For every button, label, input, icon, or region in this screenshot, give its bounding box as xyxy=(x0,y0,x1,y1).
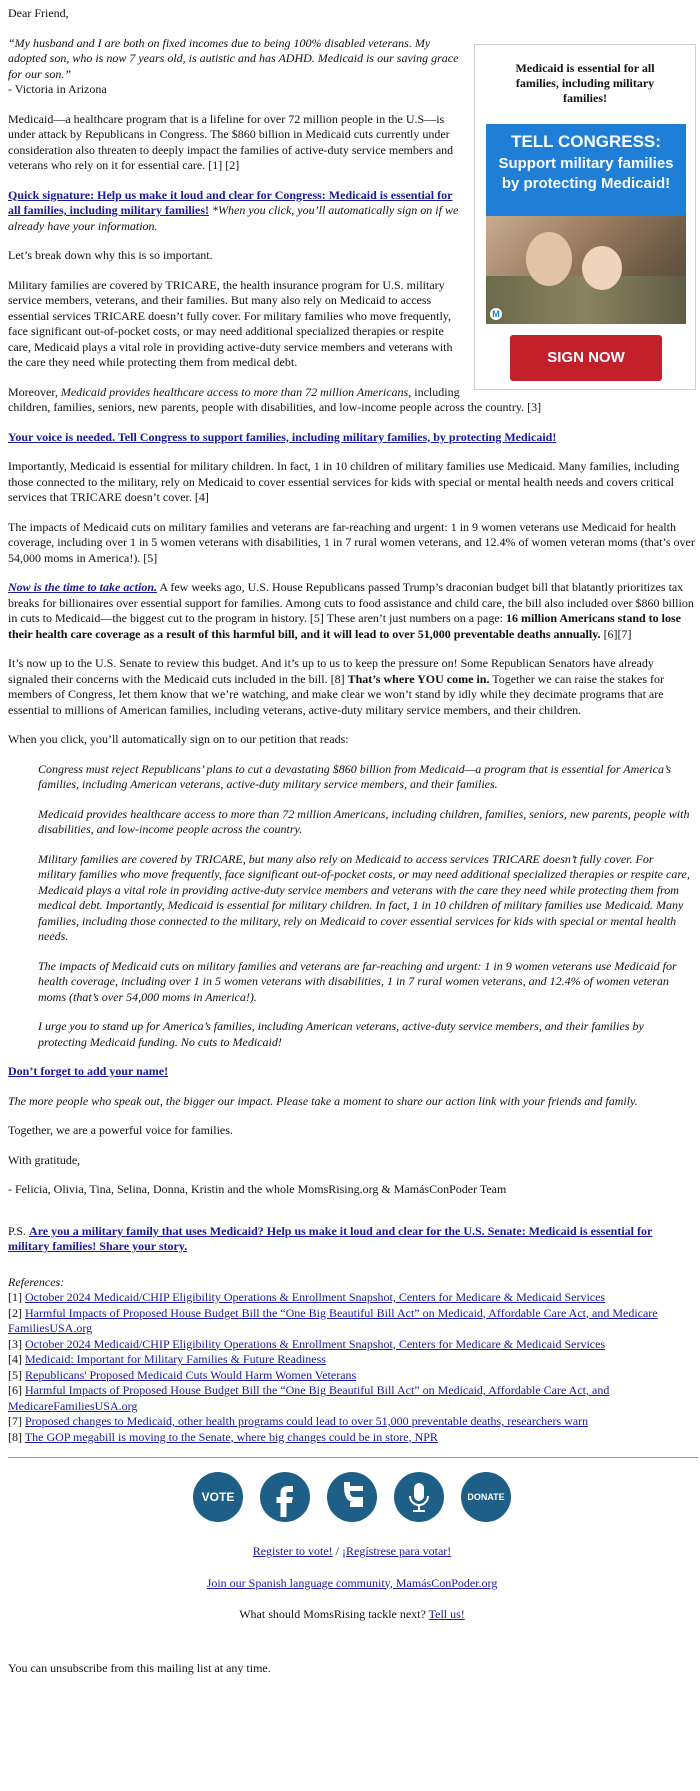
register-to-vote-link[interactable]: Register to vote! xyxy=(252,1544,333,1558)
petition-text xyxy=(38,762,690,1051)
promo-image[interactable] xyxy=(486,124,686,324)
add-name-link[interactable]: Don’t forget to add your name! xyxy=(8,1064,169,1078)
reference-item: [7] Proposed changes to Medicaid, other health programs could lead to over 51,000 preventable deaths, researchers warn xyxy=(8,1414,589,1428)
unsubscribe-text: You can unsubscribe from this mailing list at any time. xyxy=(8,1660,271,1675)
petition-paragraph: Military families are covered by TRICARE, but many also rely on Medicaid to access services TRICARE doesn’t fully cover. For military families who move frequently, face significant out-of-pocket costs, or may need additional specialized therapies or respite care, Medicaid plays a vital role in providing active-duty service members and veterans with the care they need while protecting them from medical debt. Importantly, Medicaid is essential for military children. In fact, 1 in 10 children of military families use Medicaid. Many families, including those connected to the military, rely on Medicaid to cover essential services for kids with special or mental health needs. xyxy=(38,851,690,943)
reference-link[interactable]: October 2024 Medicaid/CHIP Eligibility Operations & Enrollment Snapshot, Centers for Medicare & Medicaid Services xyxy=(25,1336,606,1351)
reference-item: [1] October 2024 Medicaid/CHIP Eligibility Operations & Enrollment Snapshot, Centers for Medicare & Medicaid Services xyxy=(8,1290,606,1304)
social-icons xyxy=(8,1472,696,1530)
quote-author: - Victoria in Arizona xyxy=(8,82,107,96)
gratitude: With gratitude, xyxy=(8,1152,81,1167)
register-spanish-link[interactable]: ¡Regístrese para votar! xyxy=(342,1544,452,1558)
tricare-paragraph: Military families are covered by TRICARE, the health insurance program for U.S. military service members, veterans, and their families. But many also rely on Medicaid to access essential services TRICARE doesn’t fully cover. For military families who move frequently, face significant out-of-pocket costs, or may need additional specialized therapies or respite care, Medicaid plays a vital role in providing active-duty service members and veterans with the care they need while protecting them from medical debt. xyxy=(8,277,453,369)
quick-signature-note: *When you click, you’ll automatically sign on if we already have your information. xyxy=(8,203,459,233)
reference-item: [3] October 2024 Medicaid/CHIP Eligibility Operations & Enrollment Snapshot, Centers for Medicare & Medicaid Services xyxy=(8,1336,606,1351)
take-action-paragraph: Now is the time to take action. A few weeks ago, U.S. House Republicans passed Trump’s draconian budget bill that blatantly prioritizes tax breaks for billionaires over essential support for families. Among cuts to food assistance and child care, the bill also included over $860 billion in cuts to Medicaid—the biggest cut to the program in history. [5] These aren’t just numbers on a page: 16 million Americans stand to lose their health care coverage as a result of this harmful bill, and it will lead to over 51,000 preventable deaths annually. [6][7] xyxy=(8,580,694,641)
petition-paragraph: The impacts of Medicaid cuts on military families and veterans are far-reaching and urgent: 1 in 9 women veterans use Medicaid for health coverage, including over 1 in 5 women veterans with disabilities, 1 in 7 rural women veterans, and 12.4% of women veteran moms (that’s over 54,000 moms in America!). xyxy=(38,958,677,1004)
sidebar-action-box xyxy=(474,44,696,390)
podcast-microphone-icon[interactable] xyxy=(394,1472,444,1522)
reference-item: [6] Harmful Impacts of Proposed House Budget Bill the “One Big Beautiful Bill Act” on Medicaid, Affordable Care Act, and MedicareFamiliesUSA.org xyxy=(8,1383,610,1413)
reference-item: [8] The GOP megabill is moving to the Senate, where big changes could be in store, NPR xyxy=(8,1429,438,1444)
reference-link[interactable]: Harmful Impacts of Proposed House Budget Bill the “One Big Beautiful Bill Act” on Medicaid, Affordable Care Act, and Medicare FamiliesUSA.org xyxy=(8,1305,658,1335)
momsrising-logo-icon: M xyxy=(490,308,502,320)
reference-link[interactable]: Harmful Impacts of Proposed House Budget Bill the “One Big Beautiful Bill Act” on Medicaid, Affordable Care Act, and MedicareFamiliesUSA.org xyxy=(8,1383,610,1413)
signoff: - Felicia, Olivia, Tina, Selina, Donna, Kristin and the whole MomsRising.org & MamásConPoder Team xyxy=(8,1182,507,1196)
promo-headline: TELL CONGRESS: xyxy=(511,131,661,151)
reference-link[interactable]: The GOP megabill is moving to the Senate, where big changes could be in store, NPR xyxy=(24,1429,438,1444)
petition-intro: When you click, you’ll automatically sign on to our petition that reads: xyxy=(8,732,349,746)
military-family-photo xyxy=(486,216,686,324)
reference-link[interactable]: Republicans' Proposed Medicaid Cuts Would Harm Women Veterans xyxy=(25,1367,357,1382)
take-action-link[interactable]: Now is the time to take action. xyxy=(8,580,157,594)
sign-now-button[interactable]: SIGN NOW xyxy=(510,335,662,381)
references xyxy=(8,1275,696,1446)
intro-paragraph: Medicaid—a healthcare program that is a lifeline for over 72 million people in the U.S—is under attack by Republicans in Congress. The $860 billion in Medicaid cuts currently under consideration also threaten to deeply impact the families of active-duty service members and veterans who rely on it for essential care. [1] [2] xyxy=(8,111,454,172)
voice-link-paragraph xyxy=(8,430,696,446)
tackle-line: What should MomsRising tackle next? Tell us! xyxy=(239,1607,465,1621)
reference-link[interactable]: Medicaid: Important for Military Families & Future Readiness xyxy=(25,1352,326,1366)
greeting: Dear Friend, xyxy=(8,6,69,20)
together-paragraph: Together, we are a powerful voice for families. xyxy=(8,1123,233,1137)
share-story-link[interactable]: Are you a military family that uses Medicaid? Help us make it loud and clear for the U.S. Senate: Medicaid is essential for military families! Share your story. xyxy=(8,1223,653,1253)
veterans-impact-paragraph: The impacts of Medicaid cuts on military families and veterans are far-reaching and urgent: 1 in 9 women veterans use Medicaid for health coverage, including over 1 in 5 women veterans with disabilities, 1 in 7 rural women veterans, and 12.4% of women veteran moms (that’s over 54,000 moms in America!). [5] xyxy=(8,519,695,565)
reference-item: [2] Harmful Impacts of Proposed House Budget Bill the “One Big Beautiful Bill Act” on Medicaid, Affordable Care Act, and Medicare FamiliesUSA.org xyxy=(8,1305,658,1335)
reference-item: [5] Republicans' Proposed Medicaid Cuts Would Harm Women Veterans xyxy=(8,1367,357,1382)
sidebar-title: Medicaid is essential for all families, including military families! xyxy=(515,60,655,105)
petition-paragraph: Medicaid provides healthcare access to more than 72 million Americans, including children, families, seniors, new parents, people with disabilities, and low-income people across the country. xyxy=(38,806,690,836)
breakdown-paragraph: Let’s break down why this is so important. xyxy=(8,248,213,262)
facebook-icon[interactable] xyxy=(260,1472,310,1522)
share-paragraph: The more people who speak out, the bigger our impact. Please take a moment to share our action link with your friends and family. xyxy=(8,1093,638,1108)
add-name-paragraph xyxy=(8,1064,696,1080)
spanish-community-line xyxy=(8,1576,696,1592)
reference-item: [4] Medicaid: Important for Military Families & Future Readiness xyxy=(8,1352,326,1366)
healthcare-access-paragraph: Moreover, Medicaid provides healthcare access to more than 72 million Americans, including children, families, seniors, new parents, people with disabilities, and low-income people across the country. [3] xyxy=(8,384,542,414)
voice-needed-link[interactable]: Your voice is needed. Tell Congress to support families, including military families, by protecting Medicaid! xyxy=(8,429,557,444)
email-body xyxy=(8,6,696,1676)
petition-paragraph: I urge you to stand up for America’s families, including American veterans, active-duty service members, and their families by protecting Medicaid funding. No cuts to Medicaid! xyxy=(38,1019,644,1049)
quote-text: “My husband and I are both on fixed incomes due to being 100% disabled veterans. My adopted son, who is now 7 years old, is autistic and has ADHD. Medicaid is our saving grace for our son.” xyxy=(8,35,459,81)
divider xyxy=(8,1457,698,1458)
military-children-paragraph: Importantly, Medicaid is essential for military children. In fact, 1 in 10 children of military families use Medicaid. Many families, including those connected to the military, rely on Medicaid to cover essential services for kids with special or mental health needs and covers critical services that TRICARE doesn’t cover. [4] xyxy=(8,459,680,504)
promo-subheadline: Support military families by protecting Medicaid! xyxy=(498,154,674,192)
references-label: References: xyxy=(8,1274,65,1289)
twitter-icon[interactable] xyxy=(327,1472,377,1522)
reference-link[interactable]: October 2024 Medicaid/CHIP Eligibility Operations & Enrollment Snapshot, Centers for Medicare & Medicaid Services xyxy=(25,1290,606,1304)
register-line: Register to vote! / ¡Regístrese para votar! xyxy=(252,1544,452,1558)
spanish-community-link[interactable]: Join our Spanish language community, MamásConPoder.org xyxy=(206,1575,498,1590)
tell-us-link[interactable]: Tell us! xyxy=(428,1607,465,1621)
donate-icon[interactable]: DONATE xyxy=(461,1472,511,1522)
quick-signature-link[interactable]: Quick signature: Help us make it loud and clear for Congress: Medicaid is essential for all families, including military families! xyxy=(8,187,453,217)
petition-paragraph: Congress must reject Republicans’ plans to cut a devastating $860 billion from Medicaid—a program that is essential for America’s families, including American veterans, active-duty military service members, and their families. xyxy=(38,761,672,791)
senate-paragraph: It’s now up to the U.S. Senate to review this budget. And it’s up to us to keep the pressure on! Some Republican Senators have already signaled their concerns with the Medicaid cuts included in the bill. [8] That’s where YOU come in. Together we can raise the stakes for members of Congress, let them know that we’re watching, and make clear we won’t stand by idly while they decimate programs that are essential to millions of American families, including veterans, active-duty military service members, and their children. xyxy=(8,656,664,717)
reference-link[interactable]: Proposed changes to Medicaid, other health programs could lead to over 51,000 preventable deaths, researchers warn xyxy=(25,1414,589,1428)
vote-icon[interactable]: VOTE xyxy=(193,1472,243,1522)
ps-paragraph: P.S. Are you a military family that uses Medicaid? Help us make it loud and clear for the U.S. Senate: Medicaid is essential for military families! Share your story. xyxy=(8,1223,653,1253)
